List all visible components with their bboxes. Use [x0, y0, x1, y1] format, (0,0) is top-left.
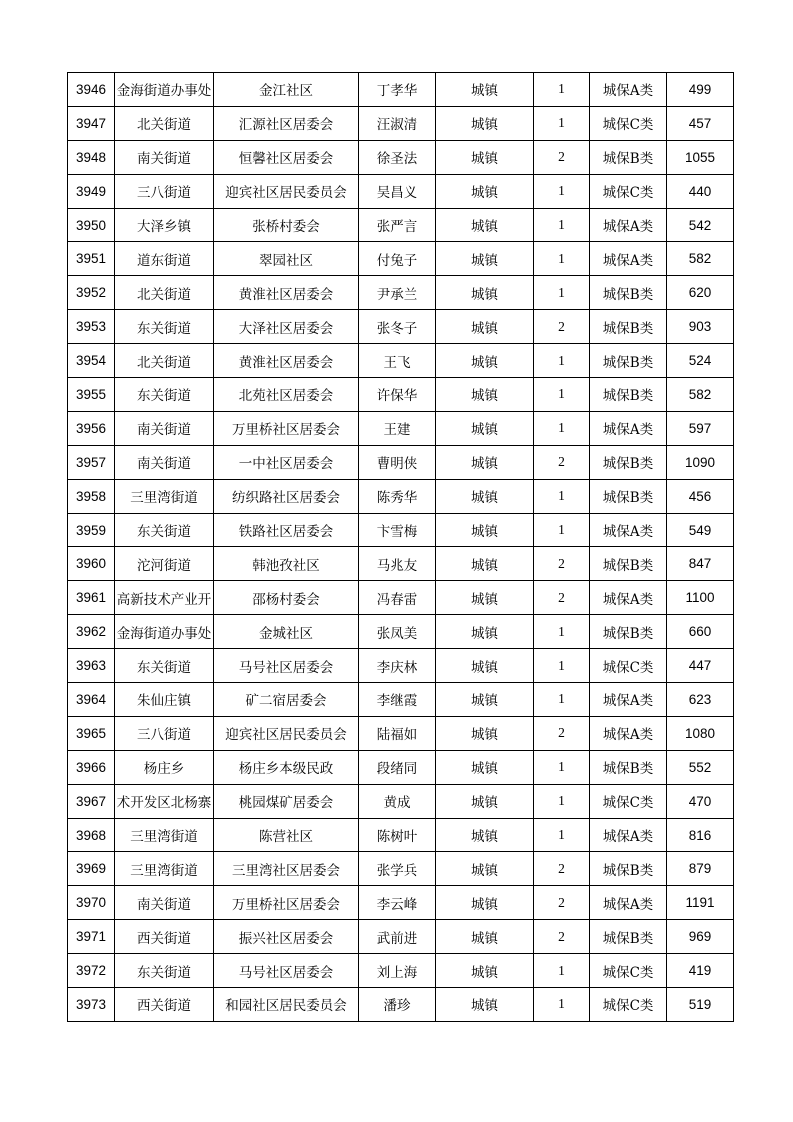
street-cell: 北关街道: [115, 344, 214, 378]
category-cell: 城保A类: [590, 818, 667, 852]
household-count-cell: 1: [534, 750, 590, 784]
household-count-cell: 1: [534, 276, 590, 310]
record-id-cell: 3966: [68, 750, 115, 784]
community-cell: 万里桥社区居委会: [214, 411, 359, 445]
household-count-cell: 2: [534, 716, 590, 750]
street-cell: 西关街道: [115, 988, 214, 1022]
area-type-cell: 城镇: [436, 649, 534, 683]
roster-table: [67, 72, 734, 1022]
household-count-cell: 2: [534, 852, 590, 886]
category-cell: 城保B类: [590, 615, 667, 649]
area-type-cell: 城镇: [436, 276, 534, 310]
table-row: [68, 615, 734, 649]
category-cell: 城保C类: [590, 174, 667, 208]
street-cell: 三里湾街道: [115, 818, 214, 852]
household-count-cell: 1: [534, 174, 590, 208]
category-cell: 城保B类: [590, 479, 667, 513]
table-row: [68, 649, 734, 683]
area-type-cell: 城镇: [436, 750, 534, 784]
record-id-cell: 3958: [68, 479, 115, 513]
table-row: [68, 445, 734, 479]
amount-cell: 660: [667, 615, 734, 649]
area-type-cell: 城镇: [436, 988, 534, 1022]
person-name-cell: 曹明侠: [359, 445, 436, 479]
person-name-cell: 王建: [359, 411, 436, 445]
table-row: [68, 344, 734, 378]
street-cell: 三八街道: [115, 716, 214, 750]
household-count-cell: 1: [534, 683, 590, 717]
person-name-cell: 张学兵: [359, 852, 436, 886]
household-count-cell: 1: [534, 784, 590, 818]
amount-cell: 903: [667, 310, 734, 344]
community-cell: 迎宾社区居民委员会: [214, 174, 359, 208]
community-cell: 黄淮社区居委会: [214, 276, 359, 310]
amount-cell: 582: [667, 378, 734, 412]
record-id-cell: 3973: [68, 988, 115, 1022]
community-cell: 翠园社区: [214, 242, 359, 276]
person-name-cell: 陈秀华: [359, 479, 436, 513]
table-row: [68, 140, 734, 174]
category-cell: 城保C类: [590, 649, 667, 683]
street-cell: 东关街道: [115, 378, 214, 412]
category-cell: 城保B类: [590, 276, 667, 310]
record-id-cell: 3957: [68, 445, 115, 479]
area-type-cell: 城镇: [436, 818, 534, 852]
record-id-cell: 3967: [68, 784, 115, 818]
amount-cell: 447: [667, 649, 734, 683]
street-cell: 高新技术产业开: [115, 581, 214, 615]
amount-cell: 440: [667, 174, 734, 208]
street-cell: 金海街道办事处: [115, 73, 214, 107]
amount-cell: 623: [667, 683, 734, 717]
record-id-cell: 3963: [68, 649, 115, 683]
community-cell: 铁路社区居委会: [214, 513, 359, 547]
record-id-cell: 3948: [68, 140, 115, 174]
street-cell: 南关街道: [115, 445, 214, 479]
amount-cell: 597: [667, 411, 734, 445]
amount-cell: 969: [667, 920, 734, 954]
table-row: [68, 818, 734, 852]
area-type-cell: 城镇: [436, 208, 534, 242]
community-cell: 张桥村委会: [214, 208, 359, 242]
person-name-cell: 段绪同: [359, 750, 436, 784]
community-cell: 三里湾社区居委会: [214, 852, 359, 886]
area-type-cell: 城镇: [436, 784, 534, 818]
area-type-cell: 城镇: [436, 140, 534, 174]
area-type-cell: 城镇: [436, 581, 534, 615]
roster-body: [68, 73, 734, 1022]
record-id-cell: 3970: [68, 886, 115, 920]
household-count-cell: 1: [534, 208, 590, 242]
area-type-cell: 城镇: [436, 174, 534, 208]
community-cell: 杨庄乡本级民政: [214, 750, 359, 784]
area-type-cell: 城镇: [436, 683, 534, 717]
community-cell: 万里桥社区居委会: [214, 886, 359, 920]
person-name-cell: 徐圣法: [359, 140, 436, 174]
category-cell: 城保B类: [590, 750, 667, 784]
amount-cell: 1090: [667, 445, 734, 479]
community-cell: 恒馨社区居委会: [214, 140, 359, 174]
household-count-cell: 1: [534, 954, 590, 988]
person-name-cell: 丁孝华: [359, 73, 436, 107]
community-cell: 一中社区居委会: [214, 445, 359, 479]
area-type-cell: 城镇: [436, 886, 534, 920]
street-cell: 三里湾街道: [115, 479, 214, 513]
amount-cell: 1080: [667, 716, 734, 750]
table-row: [68, 73, 734, 107]
area-type-cell: 城镇: [436, 920, 534, 954]
record-id-cell: 3956: [68, 411, 115, 445]
person-name-cell: 汪淑清: [359, 106, 436, 140]
category-cell: 城保B类: [590, 310, 667, 344]
community-cell: 邵杨村委会: [214, 581, 359, 615]
table-row: [68, 784, 734, 818]
category-cell: 城保B类: [590, 344, 667, 378]
table-row: [68, 886, 734, 920]
street-cell: 朱仙庄镇: [115, 683, 214, 717]
table-row: [68, 852, 734, 886]
street-cell: 杨庄乡: [115, 750, 214, 784]
community-cell: 北苑社区居委会: [214, 378, 359, 412]
record-id-cell: 3964: [68, 683, 115, 717]
area-type-cell: 城镇: [436, 378, 534, 412]
person-name-cell: 李庆林: [359, 649, 436, 683]
area-type-cell: 城镇: [436, 479, 534, 513]
category-cell: 城保A类: [590, 411, 667, 445]
record-id-cell: 3950: [68, 208, 115, 242]
table-row: [68, 716, 734, 750]
record-id-cell: 3959: [68, 513, 115, 547]
record-id-cell: 3960: [68, 547, 115, 581]
street-cell: 东关街道: [115, 310, 214, 344]
amount-cell: 582: [667, 242, 734, 276]
category-cell: 城保C类: [590, 784, 667, 818]
area-type-cell: 城镇: [436, 310, 534, 344]
table-row: [68, 547, 734, 581]
community-cell: 金城社区: [214, 615, 359, 649]
category-cell: 城保A类: [590, 73, 667, 107]
street-cell: 东关街道: [115, 513, 214, 547]
category-cell: 城保B类: [590, 445, 667, 479]
street-cell: 南关街道: [115, 886, 214, 920]
table-row: [68, 174, 734, 208]
record-id-cell: 3955: [68, 378, 115, 412]
person-name-cell: 刘上海: [359, 954, 436, 988]
community-cell: 迎宾社区居民委员会: [214, 716, 359, 750]
amount-cell: 549: [667, 513, 734, 547]
amount-cell: 470: [667, 784, 734, 818]
household-count-cell: 2: [534, 140, 590, 174]
person-name-cell: 张凤美: [359, 615, 436, 649]
person-name-cell: 马兆友: [359, 547, 436, 581]
person-name-cell: 张严言: [359, 208, 436, 242]
person-name-cell: 李继霞: [359, 683, 436, 717]
community-cell: 纺织路社区居委会: [214, 479, 359, 513]
community-cell: 大泽社区居委会: [214, 310, 359, 344]
table-row: [68, 411, 734, 445]
community-cell: 金江社区: [214, 73, 359, 107]
record-id-cell: 3969: [68, 852, 115, 886]
household-count-cell: 1: [534, 344, 590, 378]
amount-cell: 499: [667, 73, 734, 107]
household-count-cell: 1: [534, 479, 590, 513]
record-id-cell: 3949: [68, 174, 115, 208]
amount-cell: 456: [667, 479, 734, 513]
amount-cell: 457: [667, 106, 734, 140]
street-cell: 道东街道: [115, 242, 214, 276]
table-row: [68, 242, 734, 276]
community-cell: 黄淮社区居委会: [214, 344, 359, 378]
household-count-cell: 1: [534, 649, 590, 683]
person-name-cell: 许保华: [359, 378, 436, 412]
record-id-cell: 3947: [68, 106, 115, 140]
amount-cell: 419: [667, 954, 734, 988]
area-type-cell: 城镇: [436, 954, 534, 988]
community-cell: 韩池孜社区: [214, 547, 359, 581]
amount-cell: 620: [667, 276, 734, 310]
area-type-cell: 城镇: [436, 513, 534, 547]
table-row: [68, 988, 734, 1022]
table-row: [68, 378, 734, 412]
table-row: [68, 479, 734, 513]
record-id-cell: 3951: [68, 242, 115, 276]
person-name-cell: 尹承兰: [359, 276, 436, 310]
person-name-cell: 黄成: [359, 784, 436, 818]
area-type-cell: 城镇: [436, 242, 534, 276]
record-id-cell: 3961: [68, 581, 115, 615]
category-cell: 城保C类: [590, 106, 667, 140]
household-count-cell: 2: [534, 310, 590, 344]
category-cell: 城保A类: [590, 242, 667, 276]
community-cell: 马号社区居委会: [214, 954, 359, 988]
table-row: [68, 310, 734, 344]
table-row: [68, 106, 734, 140]
amount-cell: 524: [667, 344, 734, 378]
category-cell: 城保A类: [590, 208, 667, 242]
category-cell: 城保B类: [590, 378, 667, 412]
community-cell: 矿二宿居委会: [214, 683, 359, 717]
area-type-cell: 城镇: [436, 716, 534, 750]
person-name-cell: 李云峰: [359, 886, 436, 920]
household-count-cell: 1: [534, 73, 590, 107]
table-row: [68, 920, 734, 954]
person-name-cell: 张冬子: [359, 310, 436, 344]
record-id-cell: 3971: [68, 920, 115, 954]
street-cell: 金海街道办事处: [115, 615, 214, 649]
table-row: [68, 683, 734, 717]
category-cell: 城保A类: [590, 683, 667, 717]
street-cell: 东关街道: [115, 954, 214, 988]
person-name-cell: 王飞: [359, 344, 436, 378]
category-cell: 城保A类: [590, 886, 667, 920]
record-id-cell: 3972: [68, 954, 115, 988]
record-id-cell: 3953: [68, 310, 115, 344]
person-name-cell: 付兔子: [359, 242, 436, 276]
amount-cell: 1100: [667, 581, 734, 615]
area-type-cell: 城镇: [436, 411, 534, 445]
community-cell: 陈营社区: [214, 818, 359, 852]
community-cell: 振兴社区居委会: [214, 920, 359, 954]
street-cell: 西关街道: [115, 920, 214, 954]
community-cell: 马号社区居委会: [214, 649, 359, 683]
table-row: [68, 750, 734, 784]
household-count-cell: 1: [534, 106, 590, 140]
person-name-cell: 卞雪梅: [359, 513, 436, 547]
household-count-cell: 1: [534, 615, 590, 649]
person-name-cell: 武前进: [359, 920, 436, 954]
amount-cell: 1055: [667, 140, 734, 174]
area-type-cell: 城镇: [436, 73, 534, 107]
household-count-cell: 1: [534, 242, 590, 276]
household-count-cell: 1: [534, 513, 590, 547]
table-row: [68, 276, 734, 310]
area-type-cell: 城镇: [436, 106, 534, 140]
person-name-cell: 陆福如: [359, 716, 436, 750]
record-id-cell: 3965: [68, 716, 115, 750]
record-id-cell: 3954: [68, 344, 115, 378]
household-count-cell: 1: [534, 988, 590, 1022]
street-cell: 北关街道: [115, 276, 214, 310]
table-row: [68, 208, 734, 242]
household-count-cell: 2: [534, 886, 590, 920]
record-id-cell: 3968: [68, 818, 115, 852]
category-cell: 城保B类: [590, 140, 667, 174]
amount-cell: 542: [667, 208, 734, 242]
category-cell: 城保A类: [590, 716, 667, 750]
street-cell: 南关街道: [115, 140, 214, 174]
record-id-cell: 3946: [68, 73, 115, 107]
household-count-cell: 2: [534, 445, 590, 479]
table-row: [68, 954, 734, 988]
category-cell: 城保A类: [590, 581, 667, 615]
record-id-cell: 3952: [68, 276, 115, 310]
community-cell: 汇源社区居委会: [214, 106, 359, 140]
household-count-cell: 2: [534, 581, 590, 615]
street-cell: 北关街道: [115, 106, 214, 140]
amount-cell: 879: [667, 852, 734, 886]
street-cell: 大泽乡镇: [115, 208, 214, 242]
street-cell: 东关街道: [115, 649, 214, 683]
street-cell: 南关街道: [115, 411, 214, 445]
area-type-cell: 城镇: [436, 615, 534, 649]
table-row: [68, 513, 734, 547]
amount-cell: 1191: [667, 886, 734, 920]
area-type-cell: 城镇: [436, 852, 534, 886]
street-cell: 三里湾街道: [115, 852, 214, 886]
community-cell: 和园社区居民委员会: [214, 988, 359, 1022]
amount-cell: 847: [667, 547, 734, 581]
record-id-cell: 3962: [68, 615, 115, 649]
person-name-cell: 冯春雷: [359, 581, 436, 615]
person-name-cell: 潘珍: [359, 988, 436, 1022]
street-cell: 沱河街道: [115, 547, 214, 581]
area-type-cell: 城镇: [436, 445, 534, 479]
category-cell: 城保B类: [590, 920, 667, 954]
household-count-cell: 1: [534, 411, 590, 445]
area-type-cell: 城镇: [436, 344, 534, 378]
category-cell: 城保C类: [590, 954, 667, 988]
category-cell: 城保A类: [590, 513, 667, 547]
street-cell: 三八街道: [115, 174, 214, 208]
category-cell: 城保B类: [590, 547, 667, 581]
category-cell: 城保C类: [590, 988, 667, 1022]
area-type-cell: 城镇: [436, 547, 534, 581]
table-row: [68, 581, 734, 615]
household-count-cell: 1: [534, 818, 590, 852]
household-count-cell: 2: [534, 547, 590, 581]
household-count-cell: 2: [534, 920, 590, 954]
amount-cell: 816: [667, 818, 734, 852]
amount-cell: 519: [667, 988, 734, 1022]
household-count-cell: 1: [534, 378, 590, 412]
community-cell: 桃园煤矿居委会: [214, 784, 359, 818]
amount-cell: 552: [667, 750, 734, 784]
person-name-cell: 吴昌义: [359, 174, 436, 208]
street-cell: 术开发区北杨寨: [115, 784, 214, 818]
category-cell: 城保B类: [590, 852, 667, 886]
person-name-cell: 陈树叶: [359, 818, 436, 852]
